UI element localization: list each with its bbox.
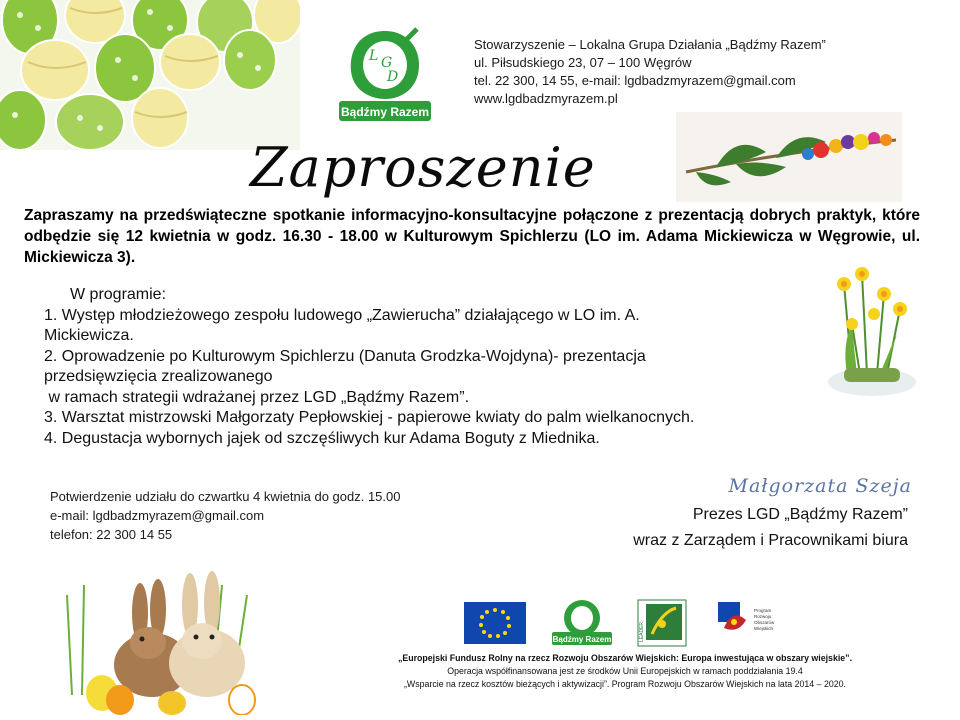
confirmation-info — [50, 487, 401, 544]
program-line: w ramach strategii wdrażanej przez LGD „Bądźmy Razem”. — [44, 388, 470, 406]
eu-flag-logo — [464, 602, 526, 644]
org-address: ul. Piłsudskiego 23, 07 – 100 Węgrów — [474, 55, 692, 70]
org-website: www.lgdbadzmyrazem.pl — [474, 91, 618, 106]
svg-text:Program: Program — [754, 608, 772, 613]
svg-text:Rozwoju: Rozwoju — [754, 614, 772, 619]
program-line: 2. Oprowadzenie po Kulturowym Spichlerzu (Danuta Grodzka-Wojdyna)- prezentacja — [44, 347, 646, 365]
palm-image — [676, 112, 902, 202]
svg-text:D: D — [387, 69, 399, 85]
invitation-text: Zapraszamy na przedświąteczne spotkanie informacyjno-konsultacyjne połączone z prezentacją dobrych praktyk, które odbędzie się 12 kwietnia w godz. 16.30 - 18.00 w Kulturowym Spichlerzu (LO im. Adama Mickiewicza w Węgrowie, ul. Mickiewicza 3). — [24, 207, 920, 266]
program-line: Mickiewicza. — [44, 327, 134, 344]
page-title: Zaproszenie — [250, 136, 596, 199]
prow-logo — [718, 602, 775, 631]
svg-text:Wiejskich: Wiejskich — [754, 626, 774, 631]
footer-line-1: „Europejski Fundusz Rolny na rzecz Rozwoju Obszarów Wiejskich: Europa inwestująca w obszary wiejskie”. — [397, 653, 853, 663]
bunnies-image — [62, 555, 262, 715]
lgd-small-logo — [552, 600, 612, 645]
svg-text:Bądźmy Razem: Bądźmy Razem — [552, 635, 612, 644]
confirmation-deadline: Potwierdzenie udziału do czwartku 4 kwietnia do godz. 15.00 — [50, 489, 401, 504]
daffodils-image — [822, 264, 918, 400]
program-section — [44, 285, 884, 449]
footer-line-2: Operacja współfinansowana jest ze środków Unii Europejskich w ramach poddziałania 19.4 — [447, 666, 803, 676]
footer — [300, 652, 950, 691]
confirmation-phone: telefon: 22 300 14 55 — [50, 527, 173, 542]
funding-logos — [462, 598, 792, 648]
president-team: wraz z Zarządem i Pracownikami biura — [633, 532, 908, 549]
svg-text:G: G — [381, 55, 393, 71]
lgd-logo — [337, 25, 433, 125]
leader-logo — [638, 600, 686, 646]
org-contact: tel. 22 300, 14 55, e-mail: lgdbadzmyrazem@gmail.com — [474, 73, 796, 88]
program-line: 4. Degustacja wybornych jajek od szczęśliwych kur Adama Boguty z Miednika. — [44, 429, 600, 447]
program-line: 1. Występ młodzieżowego zespołu ludowego „Zawierucha” działającego w LO im. A. — [44, 306, 640, 324]
president-info — [633, 502, 908, 554]
svg-text:Obszarów: Obszarów — [754, 620, 775, 625]
organization-info — [474, 36, 826, 108]
program-line: 3. Warsztat mistrzowski Małgorzaty Pepłowskiej - papierowe kwiaty do palm wielkanocnych. — [44, 409, 695, 426]
program-line: przedsięwzięcia zrealizowanego — [44, 368, 273, 385]
logo-text: Bądźmy Razem — [340, 105, 430, 119]
footer-line-3: „Wsparcie na rzecz kosztów bieżących i aktywizacji”. Program Rozwoju Obszarów Wiejskich na lata 2014 – 2020. — [404, 679, 846, 689]
svg-text:LEADER: LEADER — [639, 621, 645, 642]
svg-text:L: L — [369, 48, 379, 64]
confirmation-email: e-mail: lgdbadzmyrazem@gmail.com — [50, 508, 265, 523]
program-heading: W programie: — [70, 286, 167, 303]
president-title: Prezes LGD „Bądźmy Razem” — [692, 506, 908, 523]
signature: Małgorzata Szeja — [728, 475, 912, 497]
easter-eggs-image — [0, 0, 300, 150]
org-name: Stowarzyszenie – Lokalna Grupa Działania „Bądźmy Razem” — [474, 37, 826, 52]
